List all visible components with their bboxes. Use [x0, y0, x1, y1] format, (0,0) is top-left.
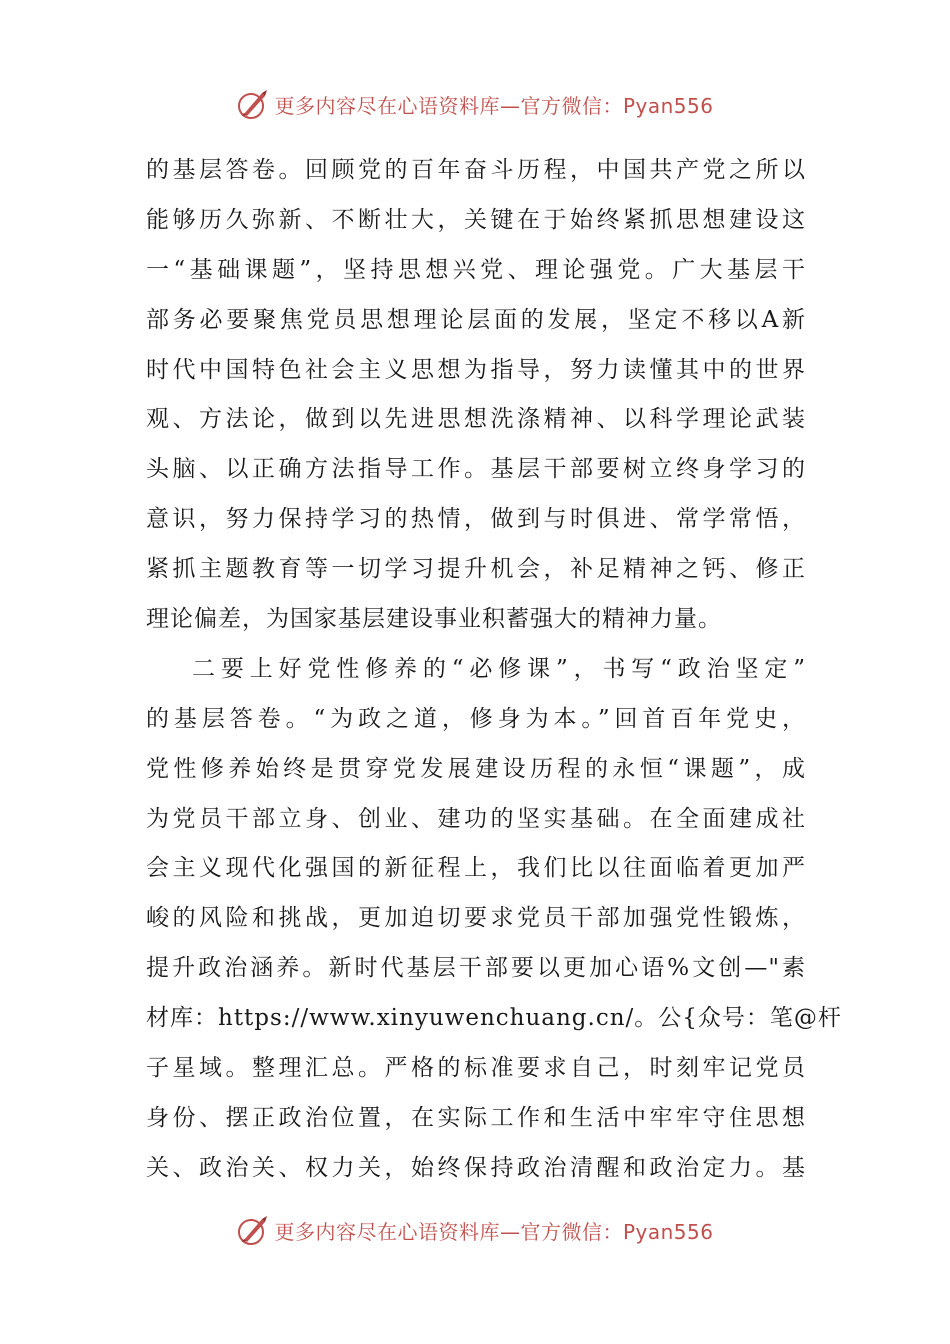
footer-banner-text: 更多内容尽在心语资料库—官方微信：Pyan556: [274, 1219, 714, 1244]
footer-banner: [0, 1210, 950, 1250]
text-line: 会主义现代化强国的新征程上，我们比以往面临着更加严: [146, 855, 806, 882]
text-line: 观、方法论，做到以先进思想洗涤精神、以科学理论武装: [146, 406, 806, 433]
document-body: [146, 146, 842, 1194]
text-line: 紧抓主题教育等一切学习提升机会，补足精神之钙、修正: [146, 556, 806, 583]
text-line: 时代中国特色社会主义思想为指导，努力读懂其中的世界: [146, 356, 806, 383]
text-line: 子星域。整理汇总。严格的标准要求自己，时刻牢记党员: [146, 1055, 806, 1082]
text-line: 的基层答卷。回顾党的百年奋斗历程，中国共产党之所以: [146, 157, 806, 183]
text-line: 为党员干部立身、创业、建功的坚实基础。在全面建成社: [146, 805, 806, 832]
text-line: 党性修养始终是贯穿党发展建设历程的永恒“课题”，成: [146, 755, 806, 782]
text-line: 部务必要聚焦党员思想理论层面的发展，坚定不移以A新: [146, 306, 806, 333]
quill-pen-logo-icon: [236, 87, 270, 121]
quill-pen-logo-icon: [236, 1213, 270, 1247]
header-banner-text: 更多内容尽在心语资料库—官方微信：Pyan556: [274, 93, 714, 118]
text-line: 关、政治关、权力关，始终保持政治清醒和政治定力。基: [146, 1154, 806, 1181]
text-line: 材库：https://www.xinyuwenchuang.cn/。公{众号：笔@杆: [146, 1005, 842, 1032]
text-line: 理论偏差，为国家基层建设事业积蓄强大的精神力量。: [146, 606, 722, 633]
text-line: 峻的风险和挑战，更加迫切要求党员干部加强党性锻炼，: [146, 905, 806, 932]
text-line: 头脑、以正确方法指导工作。基层干部要树立终身学习的: [146, 456, 806, 483]
text-line: 一“基础课题”，坚持思想兴党、理论强党。广大基层干: [146, 256, 806, 283]
header-banner: [0, 84, 950, 124]
text-line: 能够历久弥新、不断壮大，关键在于始终紧抓思想建设这: [146, 206, 806, 233]
text-line: 身份、摆正政治位置，在实际工作和生活中牢牢守住思想: [146, 1104, 806, 1131]
text-line: 提升政治涵养。新时代基层干部要以更加心语%文创—"素: [146, 955, 806, 982]
text-line: 意识，努力保持学习的热情，做到与时俱进、常学常悟，: [146, 506, 806, 533]
text-line: 的基层答卷。“为政之道，修身为本。”回首百年党史，: [146, 705, 806, 732]
paragraph-start-line: 二要上好党性修养的“必修课”，书写“政治坚定”: [192, 655, 806, 682]
